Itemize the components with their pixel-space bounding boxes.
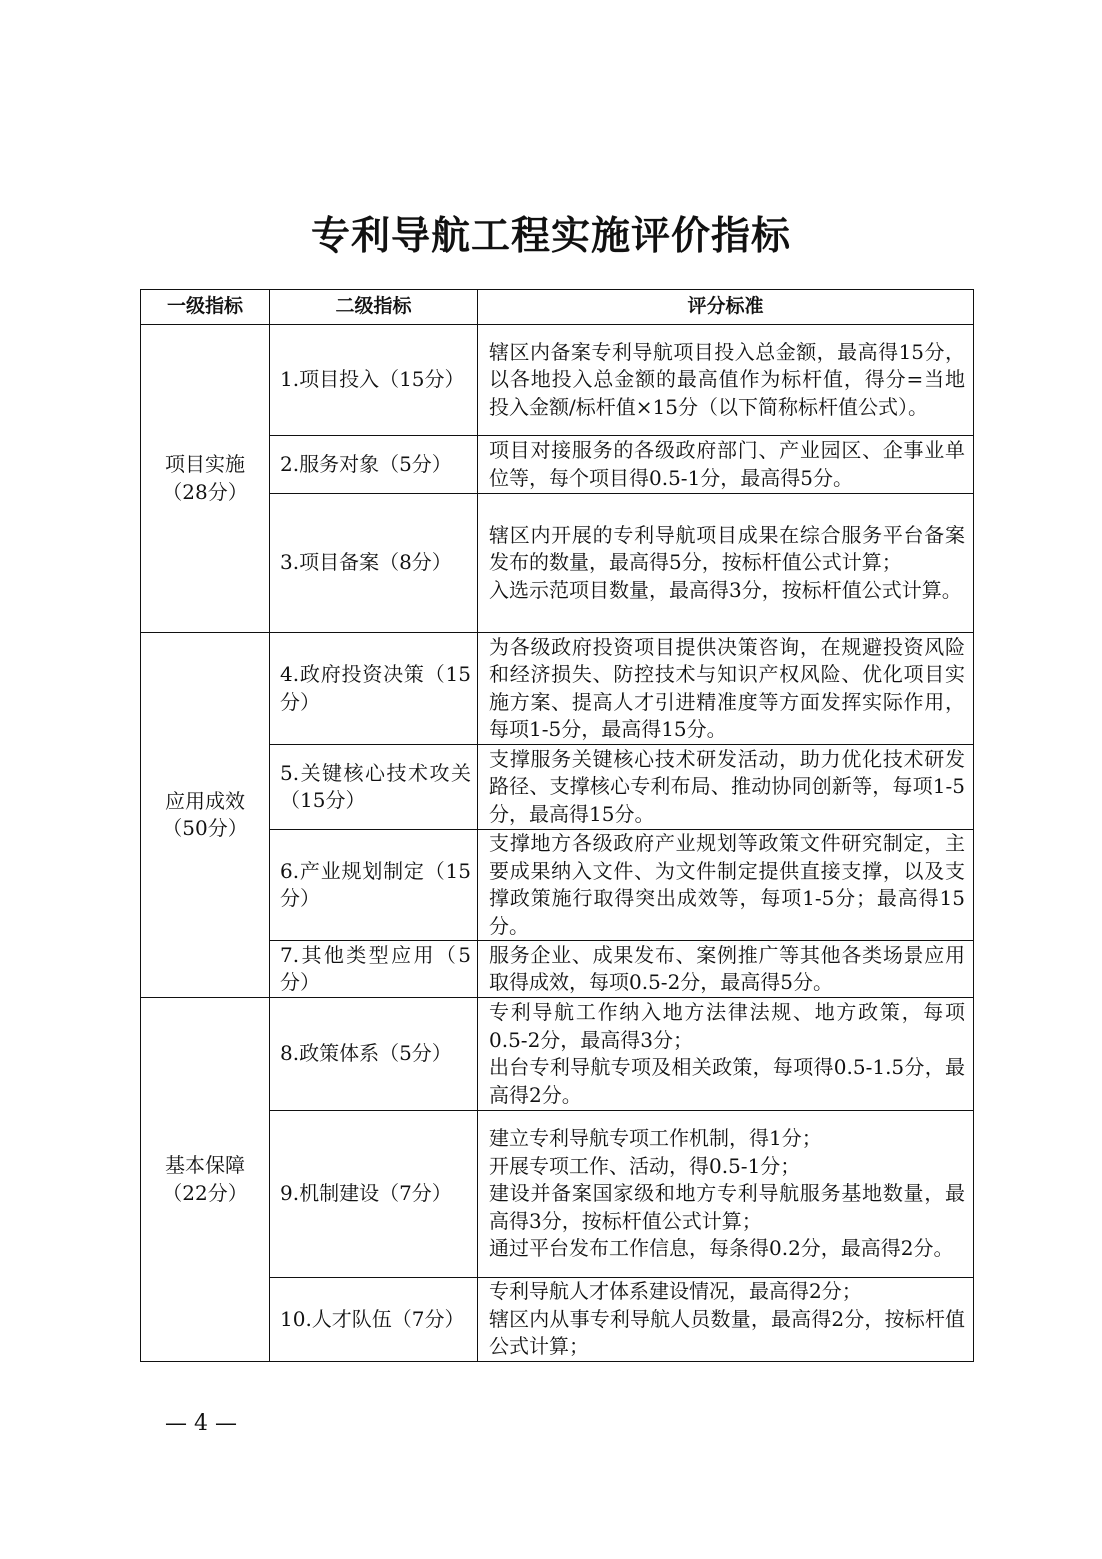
group-score: （22分） <box>162 1180 248 1205</box>
group-score: （28分） <box>162 479 248 504</box>
group-cell-application-effect <box>141 633 270 998</box>
criteria-cell <box>478 745 974 830</box>
criteria-cell <box>478 998 974 1111</box>
indicator-name: 3.项目备案（8分） <box>270 494 478 633</box>
group-label: 项目实施 <box>165 452 245 476</box>
group-label: 基本保障 <box>165 1153 245 1177</box>
criteria-cell <box>478 325 974 436</box>
indicator-name: 2.服务对象（5分） <box>270 436 478 494</box>
group-label: 应用成效 <box>165 788 245 813</box>
table-row <box>141 998 974 1111</box>
criteria-line: 为各级政府投资项目提供决策咨询，在规避投资风险和经济损失、防控技术与知识产权风险、优化项目实施方案、提高人才引进精准度等方面发挥实际作用，每项1-5分，最高得15分。 <box>489 634 965 741</box>
indicator-name: 6.产业规划制定（15分） <box>270 830 478 941</box>
criteria-line: 辖区内备案专利导航项目投入总金额，最高得15分，以各地投入总金额的最高值作为标杆值，得分=当地投入金额/标杆值×15分（以下简称标杆值公式）。 <box>489 339 965 419</box>
criteria-line: 支撑地方各级政府产业规划等政策文件研究制定，主要成果纳入文件、为文件制定提供直接支撑，以及支撑政策施行取得突出成效等，每项1-5分；最高得15分。 <box>489 831 965 938</box>
criteria-line: 支撑服务关键核心技术研发活动，助力优化技术研发路径、支撑核心专利布局、推动协同创新等，每项1-5分，最高得15分。 <box>489 746 965 826</box>
criteria-line: 项目对接服务的各级政府部门、产业园区、企事业单位等，每个项目得0.5-1分，最高得5分。 <box>489 438 965 490</box>
criteria-cell <box>478 830 974 941</box>
criteria-cell <box>478 494 974 633</box>
page-title: 专利导航工程实施评价指标 <box>310 214 791 259</box>
criteria-line: 入选示范项目数量，最高得3分，按标杆值公式计算。 <box>489 577 962 602</box>
table-row <box>141 633 974 745</box>
page-number: — 4 — <box>165 1411 237 1436</box>
header-level1: 一级指标 <box>141 290 270 325</box>
evaluation-index-table <box>140 289 974 1362</box>
criteria-line: 开展专项工作、活动，得0.5-1分； <box>489 1153 801 1178</box>
criteria-line: 专利导航人才体系建设情况，最高得2分； <box>489 1279 862 1304</box>
criteria-cell <box>478 436 974 494</box>
indicator-name: 7.其他类型应用（5分） <box>270 941 478 998</box>
criteria-line: 服务企业、成果发布、案例推广等其他各类场景应用取得成效，每项0.5-2分，最高得5分。 <box>489 942 965 994</box>
criteria-line: 辖区内从事专利导航人员数量，最高得2分，按标杆值公式计算； <box>489 1306 965 1359</box>
indicator-name: 4.政府投资决策（15分） <box>270 633 478 745</box>
header-criteria: 评分标准 <box>478 290 974 325</box>
criteria-line: 出台专利导航专项及相关政策，每项得0.5-1.5分，最高得2分。 <box>489 1055 965 1107</box>
indicator-name: 5.关键核心技术攻关（15分） <box>270 745 478 830</box>
criteria-line: 建设并备案国家级和地方专利导航服务基地数量，最高得3分，按标杆值公式计算； <box>489 1181 965 1233</box>
criteria-cell <box>478 1278 974 1362</box>
indicator-name: 8.政策体系（5分） <box>270 998 478 1111</box>
criteria-line: 建立专利导航专项工作机制，得1分； <box>489 1126 822 1151</box>
criteria-line: 专利导航工作纳入地方法律法规、地方政策，每项0.5-2分，最高得3分； <box>489 1000 965 1052</box>
criteria-cell <box>478 941 974 998</box>
group-score: （50分） <box>162 816 248 840</box>
indicator-name: 10.人才队伍（7分） <box>270 1278 478 1362</box>
header-level2: 二级指标 <box>270 290 478 325</box>
table-header-row <box>141 290 974 325</box>
criteria-line: 通过平台发布工作信息，每条得0.2分，最高得2分。 <box>489 1236 954 1261</box>
indicator-name: 9.机制建设（7分） <box>270 1111 478 1278</box>
group-cell-project-implementation <box>141 325 270 633</box>
group-cell-basic-guarantee <box>141 998 270 1362</box>
criteria-cell <box>478 633 974 745</box>
table-row <box>141 325 974 436</box>
indicator-name: 1.项目投入（15分） <box>270 325 478 436</box>
criteria-cell <box>478 1111 974 1278</box>
criteria-line: 辖区内开展的专利导航项目成果在综合服务平台备案发布的数量，最高得5分，按标杆值公式计算； <box>489 522 965 575</box>
